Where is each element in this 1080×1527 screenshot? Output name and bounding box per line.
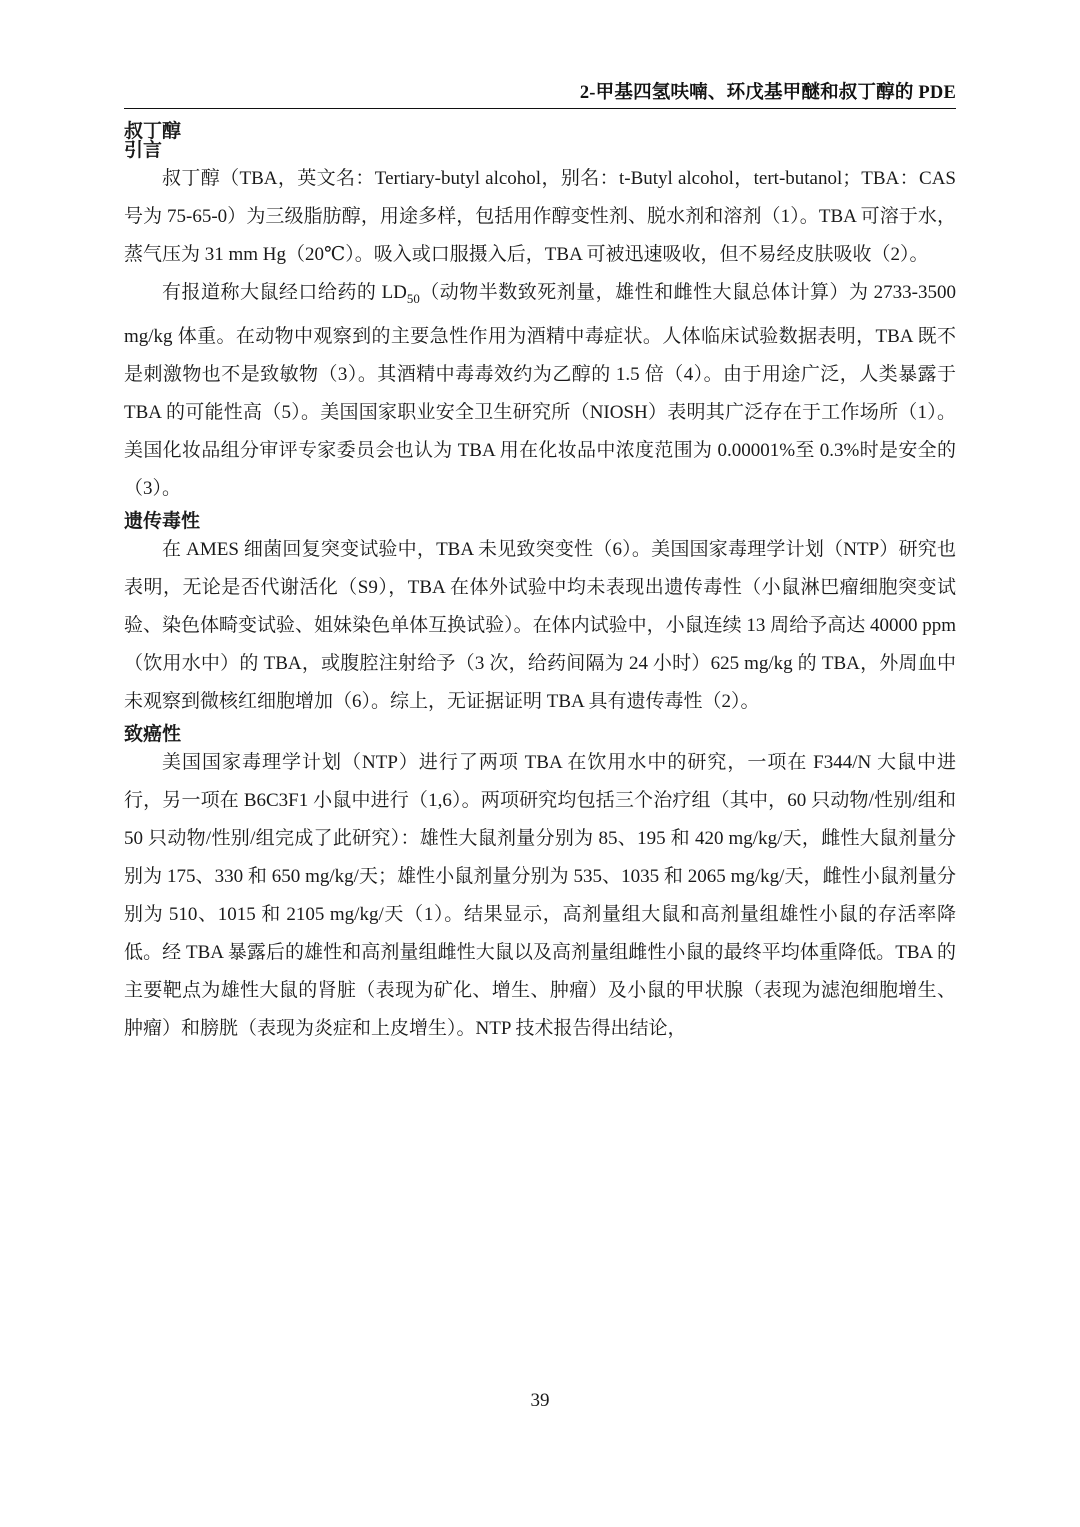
page-title: 叔丁醇 (124, 121, 182, 142)
paragraph: 有报道称大鼠经口给药的 $LD_{50}$（动物半数致死剂量，雄性和雌性大鼠总体计算）为 2733-3500 mg/kg 体重。在动物中观察到的主要急性作用为酒精中毒症状。人体临床试验数据表明，TBA 既不是刺激物也不是致敏物（3）。其酒精中毒毒效约为乙醇的 1.5 倍（4）。由于用途广泛，人类暴露于 TBA 的可能性高（5）。美国国家职业安全卫生研究所（NIOSH）表明其广泛存在于工作场所（1）。美国化妆品组分审评专家委员会也认为 TBA 用在化妆品中浓度范围为 0.00001%至 0.3%时是安全的（3）。 (124, 282, 956, 499)
section-carcinogenicity (124, 725, 956, 1048)
document-body (124, 122, 956, 1052)
section-heading-genotoxicity: 遗传毒性 (124, 510, 201, 532)
page-content (124, 0, 956, 1527)
paragraph: 在 AMES 细菌回复突变试验中，TBA 未见致突变性（6）。美国国家毒理学计划（NTP）研究也表明，无论是否代谢活化（S9），TBA 在体外试验中均未表现出遗传毒性（小鼠淋巴瘤细胞突变试验、染色体畸变试验、姐妹染色单体互换试验）。在体内试验中，小鼠连续 13 周给予高达 40000 ppm（饮用水中）的 TBA，或腹腔注射给予（3 次，给药间隔为 24 小时）625 mg/kg 的 TBA，外周血中未观察到微核红细胞增加（6）。综上，无证据证明 TBA 具有遗传毒性（2）。 (124, 538, 956, 712)
section-genotoxicity (124, 512, 956, 721)
header-divider (124, 108, 956, 109)
section-introduction (124, 141, 956, 508)
paragraph: 叔丁醇（TBA，英文名：Tertiary-butyl alcohol，别名：t-Butyl alcohol，tert-butanol；TBA：CAS 号为 75-65-0）为三级脂肪醇，用途多样，包括用作醇变性剂、脱水剂和溶剂（1）。TBA 可溶于水，蒸气压为 31 mm Hg（20℃）。吸入或口服摄入后，TBA 可被迅速吸收，但不易经皮肤吸收（2）。 (124, 168, 956, 265)
section-heading-carcinogenicity: 致癌性 (124, 723, 182, 745)
running-header: 2-甲基四氢呋喃、环戊基甲醚和叔丁醇的 PDE (579, 83, 956, 103)
page-number: 39 (530, 1390, 550, 1411)
section-heading-introduction: 引言 (124, 140, 163, 161)
paragraph: 美国国家毒理学计划（NTP）进行了两项 TBA 在饮用水中的研究，一项在 F344/N 大鼠中进行，另一项在 B6C3F1 小鼠中进行（1,6）。两项研究均包括三个治疗组（其中，60 只动物/性别/组和 50 只动物/性别/组完成了此研究）：雄性大鼠剂量分别为 85、195 和 420 mg/kg/天，雌性大鼠剂量分别为 175、330 和 650 mg/kg/天；雄性小鼠剂量分别为 535、1035 和 2065 mg/kg/天，雌性小鼠剂量分别为 510、1015 和 2105 mg/kg/天（1）。结果显示，高剂量组大鼠和高剂量组雄性小鼠的存活率降低。经 TBA 暴露后的雄性和高剂量组雌性大鼠以及高剂量组雌性小鼠的最终平均体重降低。TBA 的主要靶点为雄性大鼠的肾脏（表现为矿化、增生、肿瘤）及小鼠的甲状腺（表现为滤泡细胞增生、肿瘤）和膀胱（表现为炎症和上皮增生）。NTP 技术报告得出结论， (124, 751, 956, 1039)
